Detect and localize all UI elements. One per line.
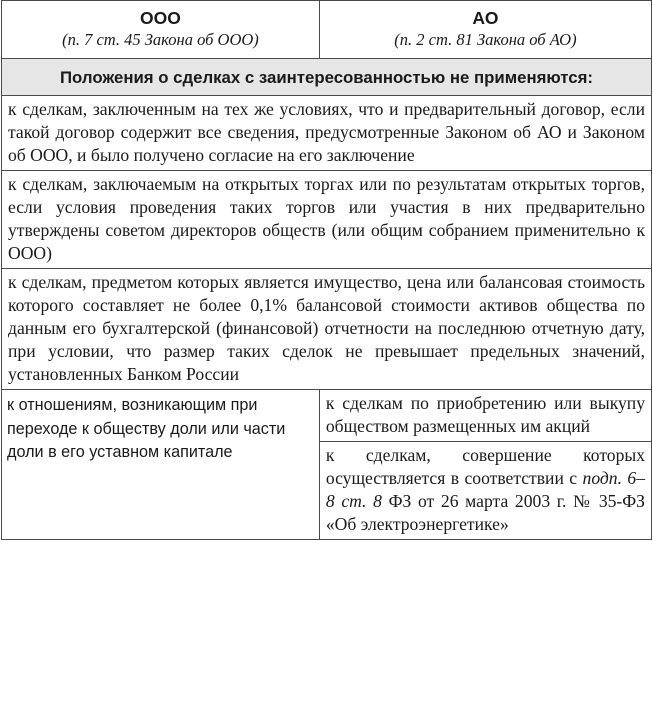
header-ooo-source: (п. 7 ст. 45 Закона об ООО): [62, 30, 259, 49]
header-ooo: [2, 1, 320, 59]
table-row: [2, 96, 652, 171]
cell-ao-share-buyback: к сделкам по приобретению или выкупу обществом размещенных им акций: [319, 390, 651, 442]
electricity-text-after: ФЗ от 26 марта 2003 г. № 35-ФЗ «Об электроэнергетике»: [325, 491, 645, 534]
electricity-text-before: к сделкам, совершение которых осуществляется в соответствии с: [325, 445, 645, 488]
table-row: [2, 269, 652, 390]
cell-ooo-share-transfer: к отношениям, возникающим при переходе к обществу доли или части доли в его уставном капитале: [2, 390, 320, 540]
cell-ao-electricity: [319, 442, 651, 540]
row-open-auctions: к сделкам, заключаемым на открытых торгах или по результатам открытых торгов, если условия проведения таких торгов или участия в них предварительно утверждены советом директоров обществ (или общим собранием применительно к ООО): [2, 171, 652, 269]
table-row: [2, 171, 652, 269]
header-row: [2, 1, 652, 59]
row-preliminary-contract: к сделкам, заключенным на тех же условиях, что и предварительный договор, если такой договор содержит все сведения, предусмотренные Законом об АО и Законом об ООО, и было получено согласие на его заключение: [2, 96, 652, 171]
header-ooo-title: ООО: [140, 8, 181, 28]
header-ao: [319, 1, 651, 59]
table-row: [2, 390, 652, 442]
header-ao-source: (п. 2 ст. 81 Закона об АО): [394, 30, 577, 49]
electricity-ref: подп. 6–8 ст. 8: [325, 468, 645, 511]
header-ao-title: АО: [472, 8, 499, 28]
band-heading: Положения о сделках с заинтересованностью не применяются:: [2, 59, 652, 96]
band-row: [2, 59, 652, 96]
row-small-transactions: к сделкам, предметом которых является имущество, цена или балансовая стоимость которого составляет не более 0,1% балансовой стоимости активов общества по данным его бухгалтерской (финансовой) отчетности на последнюю отчетную дату, при условии, что размер таких сделок не превышает предельных значений, установленных Банком России: [2, 269, 652, 390]
sales-exemptions-table: [1, 0, 652, 540]
